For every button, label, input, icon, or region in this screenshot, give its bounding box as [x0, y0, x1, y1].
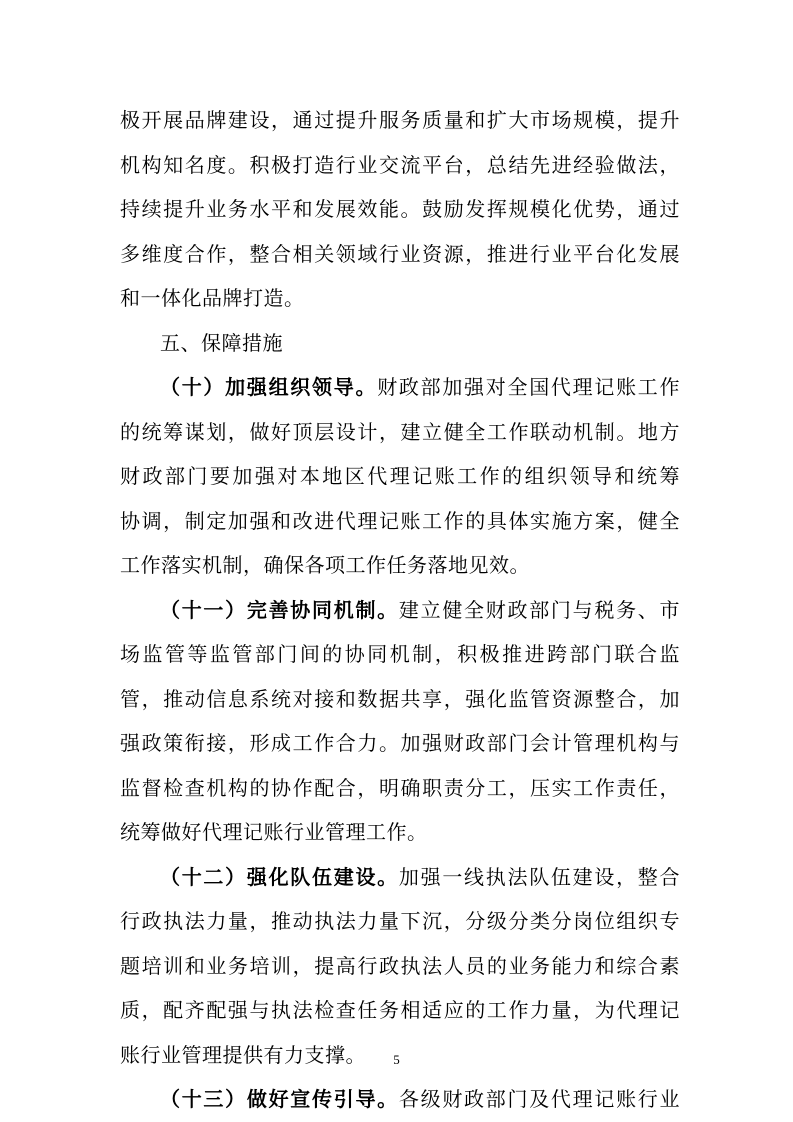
text-line: 财政部门要加强对本地区代理记账工作的组织领导和统筹 [120, 464, 680, 488]
paragraph-first-line [120, 365, 680, 410]
document-body [120, 98, 680, 1122]
text-line: 极开展品牌建设，通过提升服务质量和扩大市场规模，提升 [120, 108, 680, 132]
paragraph-lead: （十）加强组织领导。 [160, 375, 378, 399]
paragraph-lead: （十一）完善协同机制。 [160, 597, 399, 622]
text-line: 工作落实机制，确保各项工作任务落地见效。 [120, 553, 530, 577]
paragraph-lead: （十三）做好宣传引导。 [160, 1087, 399, 1111]
text-line: 强政策衔接，形成工作合力。加强财政部门会计管理机构与 [120, 731, 680, 755]
text-line: 管，推动信息系统对接和数据共享，强化监管资源整合，加 [120, 686, 680, 711]
paragraph-first-line [120, 588, 680, 633]
text-line: 持续提升业务水平和发展效能。鼓励发挥规模化优势，通过 [120, 197, 680, 221]
paragraph-text: 各级财政部门及代理记账行业 [398, 1087, 681, 1111]
paragraph-text: 建立健全财政部门与税务、市 [398, 597, 681, 622]
paragraph-text: 加强一线执法队伍建设，整合 [398, 864, 681, 889]
paragraph-lead: （十二）强化队伍建设。 [160, 864, 399, 889]
text-line: 和一体化品牌打造。 [120, 286, 305, 310]
paragraph-text: 财政部加强对全国代理记账工作 [377, 375, 681, 399]
text-line: 题培训和业务培训，提高行政执法人员的业务能力和综合素 [120, 953, 680, 978]
section-heading: 五、保障措施 [160, 330, 283, 355]
text-line: 统筹做好代理记账行业管理工作。 [120, 820, 428, 844]
page-number: 5 [393, 1052, 400, 1067]
text-line: 质，配齐配强与执法检查任务相适应的工作力量，为代理记 [120, 998, 680, 1022]
text-line: 机构知名度。积极打造行业交流平台，总结先进经验做法， [120, 152, 680, 177]
text-line: 多维度合作，整合相关领域行业资源，推进行业平台化发展 [120, 241, 680, 266]
paragraph-first-line [120, 855, 680, 900]
text-line: 监督检查机构的协作配合，明确职责分工，压实工作责任， [120, 775, 680, 800]
text-line: 的统筹谋划，做好顶层设计，建立健全工作联动机制。地方 [120, 419, 680, 444]
text-line: 行政执法力量，推动执法力量下沉，分级分类分岗位组织专 [120, 909, 680, 933]
paragraph-first-line [120, 1077, 680, 1122]
text-line: 协调，制定加强和改进代理记账工作的具体实施方案，健全 [120, 508, 680, 533]
text-line: 场监管等监管部门间的协同机制，积极推进跨部门联合监 [120, 642, 680, 666]
text-line: 账行业管理提供有力支撑。 [120, 1042, 366, 1067]
